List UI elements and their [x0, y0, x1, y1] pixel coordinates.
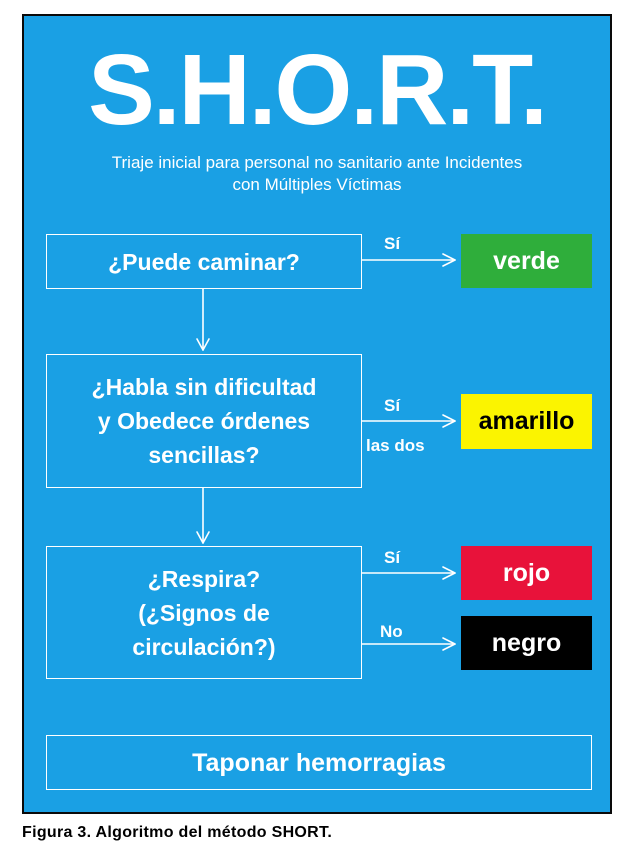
question-breathe-line-3: circulación?) [132, 633, 276, 660]
question-breathe-box [46, 546, 362, 679]
breathe-no-label: No [380, 622, 403, 641]
subtitle-line-1: Triaje inicial para personal no sanitario ante Incidentes [111, 153, 523, 172]
result-yellow: amarillo [461, 394, 592, 449]
breathe-yes-label: Sí [384, 548, 401, 567]
talk-condition-label: las dos [366, 436, 425, 455]
question-breathe-line-1: ¿Respira? [147, 565, 261, 592]
question-walk-box [46, 234, 362, 289]
result-black: negro [461, 616, 592, 670]
question-talk-line-1: ¿Habla sin dificultad [91, 374, 317, 400]
walk-yes-label: Sí [384, 234, 401, 253]
final-action-box [46, 735, 592, 790]
result-red: rojo [461, 546, 592, 600]
question-talk-box [46, 354, 362, 488]
talk-yes-label: Sí [384, 396, 401, 415]
question-talk-line-2: y Obedece órdenes [97, 408, 311, 434]
final-action-text: Taponar hemorragias [192, 748, 446, 777]
diagram-title: S.H.O.R.T. [88, 34, 546, 146]
figure-caption: Figura 3. Algoritmo del método SHORT. [22, 824, 333, 841]
question-walk-text: ¿Puede caminar? [108, 248, 300, 275]
subtitle-line-2: con Múltiples Víctimas [232, 175, 402, 194]
question-talk-line-3: sencillas? [148, 442, 260, 468]
question-breathe-line-2: (¿Signos de [138, 599, 270, 626]
result-green: verde [461, 234, 592, 288]
